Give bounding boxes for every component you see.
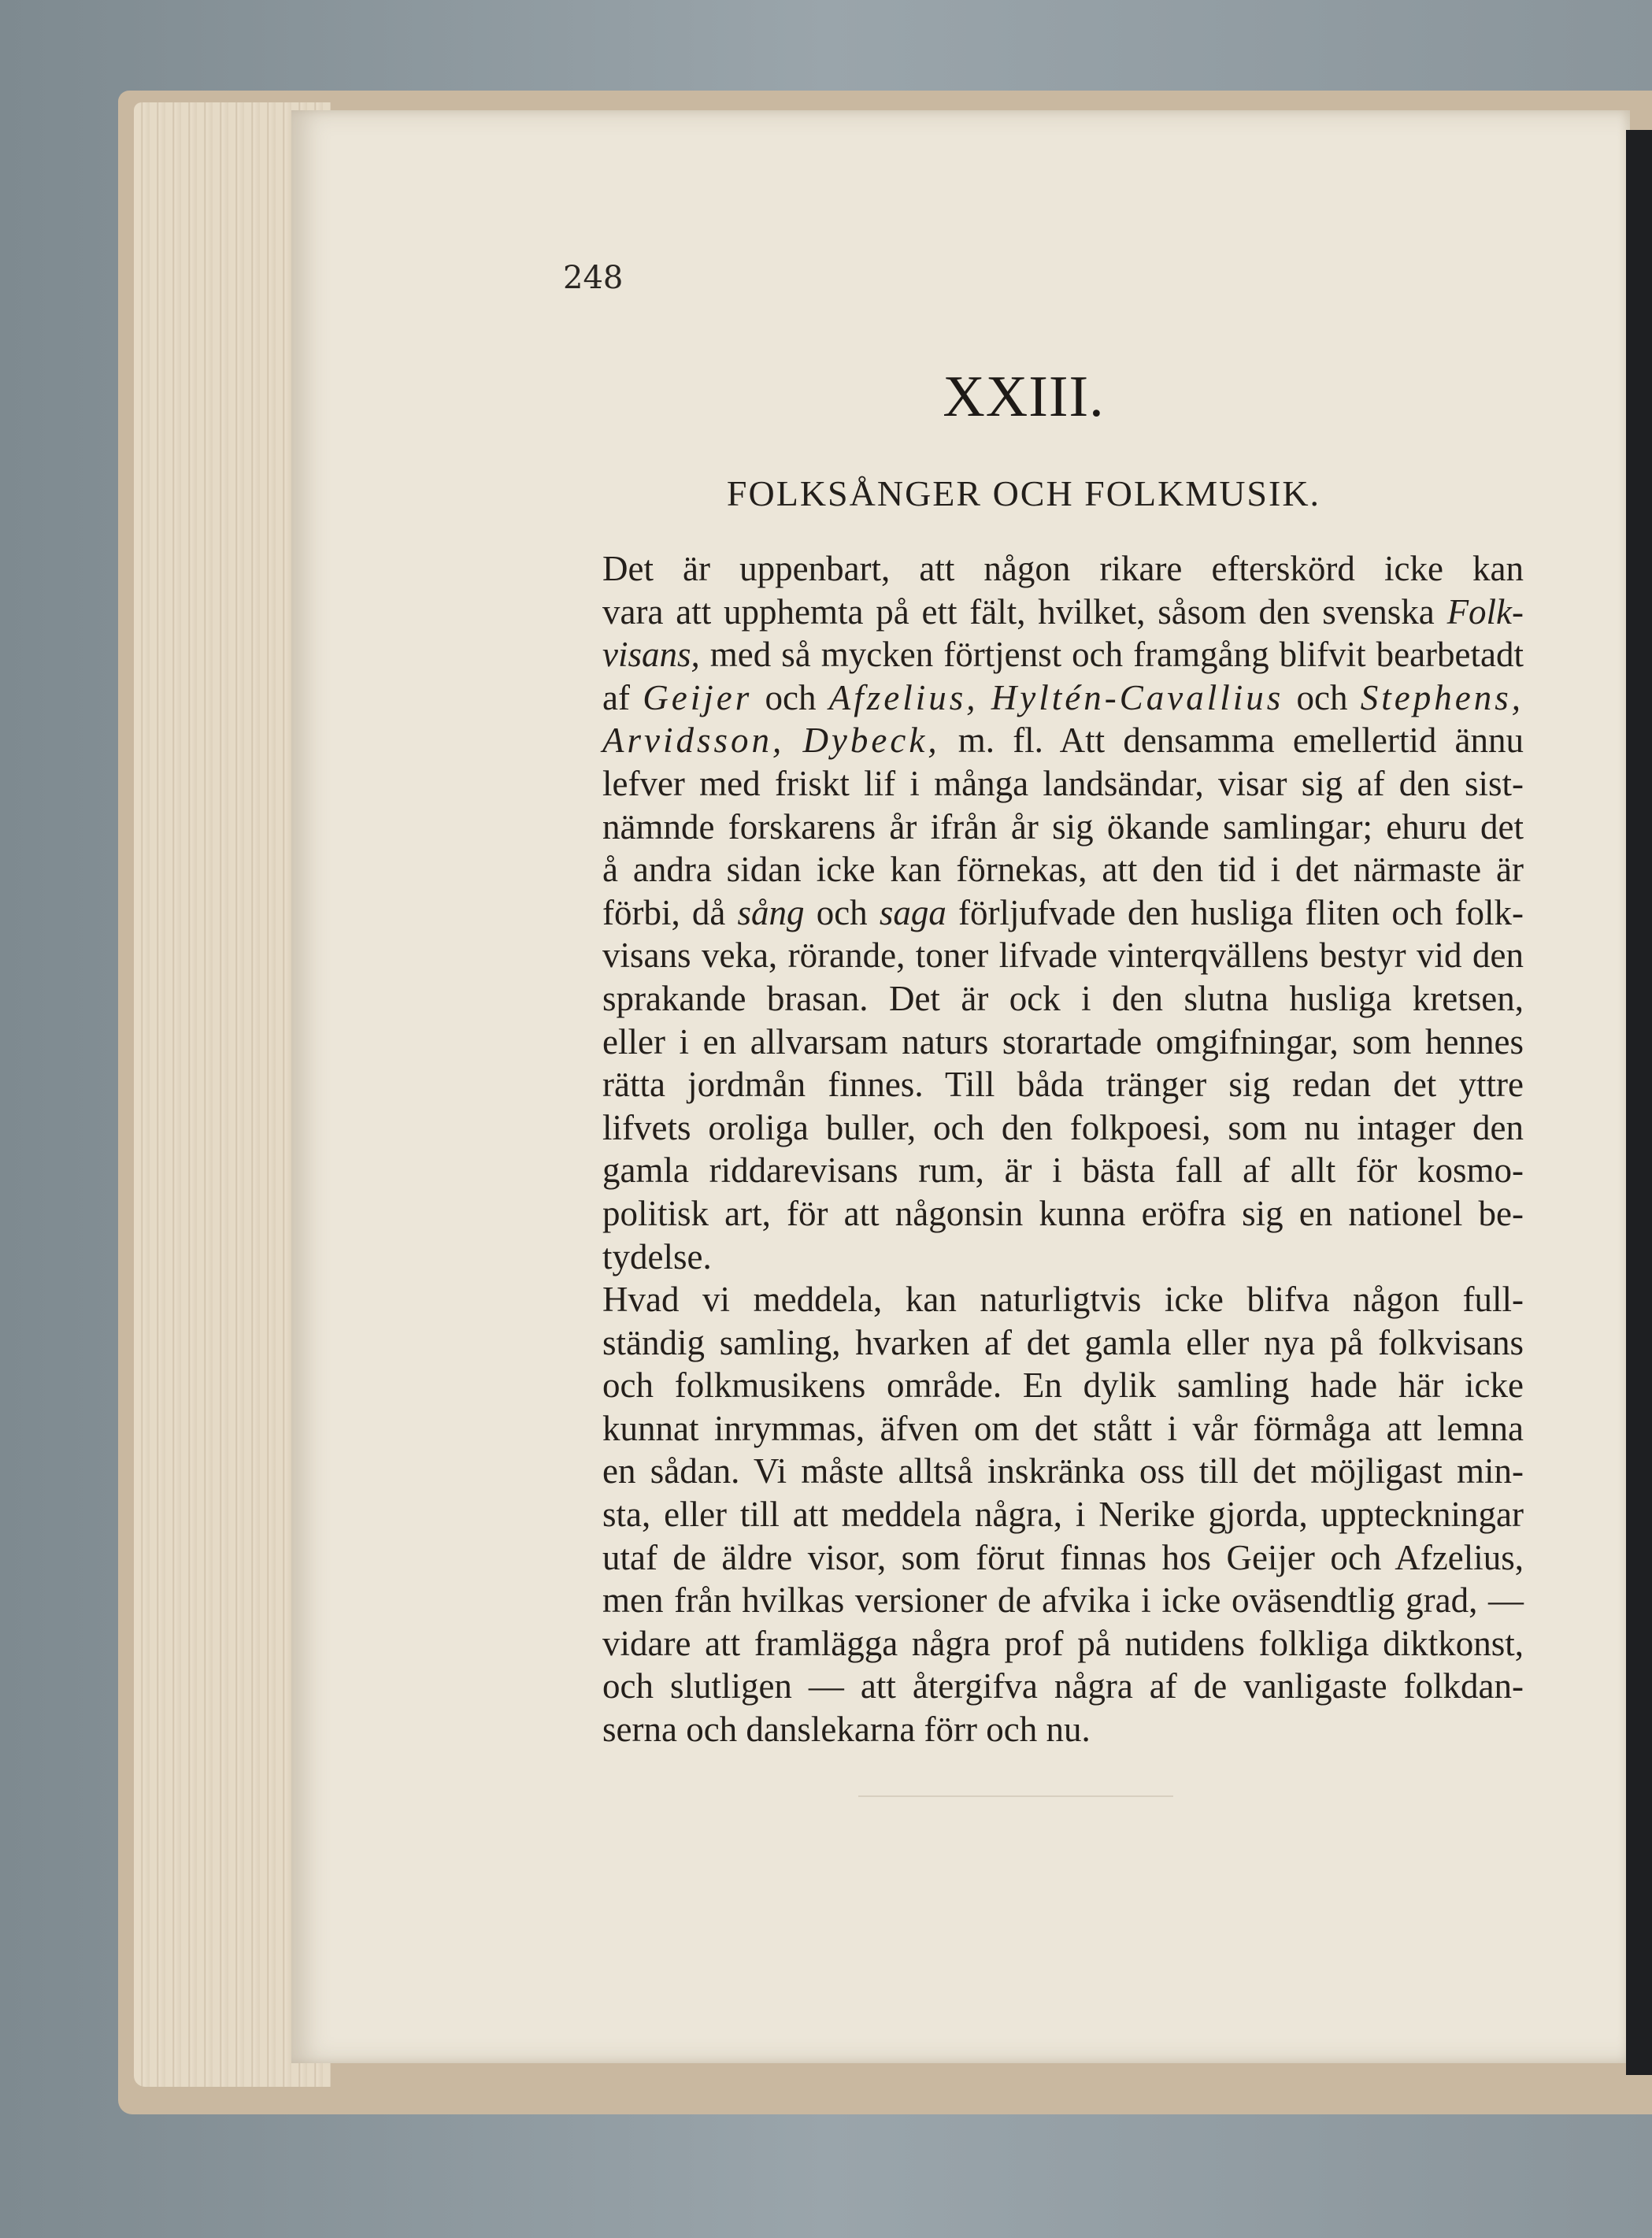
italic-term: visans,	[602, 635, 700, 675]
author-name: Stephens,	[1360, 677, 1524, 717]
text-span: förljufvade den husliga fliten och folk-	[958, 892, 1524, 932]
page-number: 248	[563, 260, 624, 296]
text-line: serna och danslekarna förr och nu.	[602, 1710, 1091, 1750]
text-line	[512, 891, 1524, 935]
text-line: vidare att framlägga några prof på nutidens folkliga diktkonst,	[602, 1623, 1524, 1663]
text-span: m. fl. Att densamma emellertid ännu	[957, 721, 1524, 761]
text-span: och	[765, 677, 817, 717]
text-line	[512, 633, 1524, 676]
text-line: sprakande brasan. Det är ock i den slutna husliga kretsen,	[602, 978, 1524, 1018]
text-line: tydelse.	[602, 1236, 712, 1276]
chapter-number: XXIII.	[943, 365, 1105, 429]
text-line: nämnde forskarens år ifrån år sig ökande samlingar; ehuru det	[602, 806, 1524, 847]
paragraph-2	[512, 1278, 1524, 1751]
text-line: Hvad vi meddela, kan naturligtvis icke blifva någon full-	[602, 1280, 1524, 1320]
text-line: men från hvilkas versioner de afvika i icke oväsendtlig grad, —	[602, 1580, 1524, 1621]
text-line: lefver med friskt lif i många landsändar, visar sig af den sist-	[602, 763, 1524, 803]
text-line: eller i en allvarsam naturs storartade omgifningar, som hennes	[602, 1021, 1524, 1062]
text-line	[512, 591, 1524, 634]
text-line: sta, eller till att meddela några, i Nerike gjorda, uppteckningar	[602, 1495, 1524, 1535]
text-line	[512, 676, 1524, 720]
italic-term: Folk-	[1446, 591, 1524, 632]
author-name: Hyltén-Cavallius	[991, 677, 1284, 717]
text-span: och	[1296, 677, 1348, 717]
text-span: och	[816, 892, 868, 932]
text-line: gamla riddarevisans rum, är i bästa fall af allt för kosmo-	[602, 1150, 1524, 1191]
text-line: utaf de äldre visor, som förut finnas hos Geijer och Afzelius,	[602, 1537, 1524, 1577]
text-span: af	[602, 677, 630, 717]
text-span: förbi, då	[602, 892, 726, 932]
paragraph-1	[512, 547, 1524, 1278]
text-line: politisk art, för att någonsin kunna eröfra sig en nationel be-	[602, 1193, 1524, 1233]
text-line: kunnat inrymmas, äfven om det stått i vår förmåga att lemna	[602, 1408, 1524, 1448]
text-line: och slutligen — att återgifva några af de vanligaste folkdan-	[602, 1666, 1524, 1706]
chapter-title: FOLKSÅNGER OCH FOLKMUSIK.	[726, 473, 1321, 513]
text-line: å andra sidan icke kan förnekas, att den tid i det närmaste är	[602, 850, 1524, 890]
text-line	[512, 719, 1524, 762]
text-span: med så mycken förtjenst och framgång blifvit bearbetadt	[699, 635, 1524, 675]
text-line: en sådan. Vi måste alltså inskränka oss till det möjligast min-	[602, 1451, 1524, 1491]
author-name: Dybeck,	[802, 721, 940, 761]
author-name: Afzelius,	[828, 677, 979, 717]
text-line: ständig samling, hvarken af det gamla eller nya på folkvisans	[602, 1322, 1524, 1362]
italic-term: saga	[879, 892, 946, 932]
text-line: och folkmusikens område. En dylik samling hade här icke	[602, 1365, 1524, 1406]
text-line: visans veka, rörande, toner lifvade vinterqvällens bestyr vid den	[602, 936, 1524, 976]
next-page-edge	[1626, 130, 1652, 2075]
body-text	[512, 547, 1524, 1751]
show-through-rule	[858, 1795, 1173, 1797]
text-line: Det är uppenbart, att någon rikare efterskörd icke kan	[602, 549, 1524, 588]
text-span: vara att upphemta på ett fält, hvilket, såsom den svenska	[602, 591, 1435, 632]
text-line: rätta jordmån finnes. Till båda tränger sig redan det yttre	[602, 1065, 1524, 1105]
italic-term: sång	[737, 892, 805, 932]
text-line: lifvets oroliga buller, och den folkpoesi, som nu intager den	[602, 1107, 1524, 1147]
author-name: Arvidsson,	[602, 721, 785, 761]
author-name: Geijer	[643, 677, 753, 717]
